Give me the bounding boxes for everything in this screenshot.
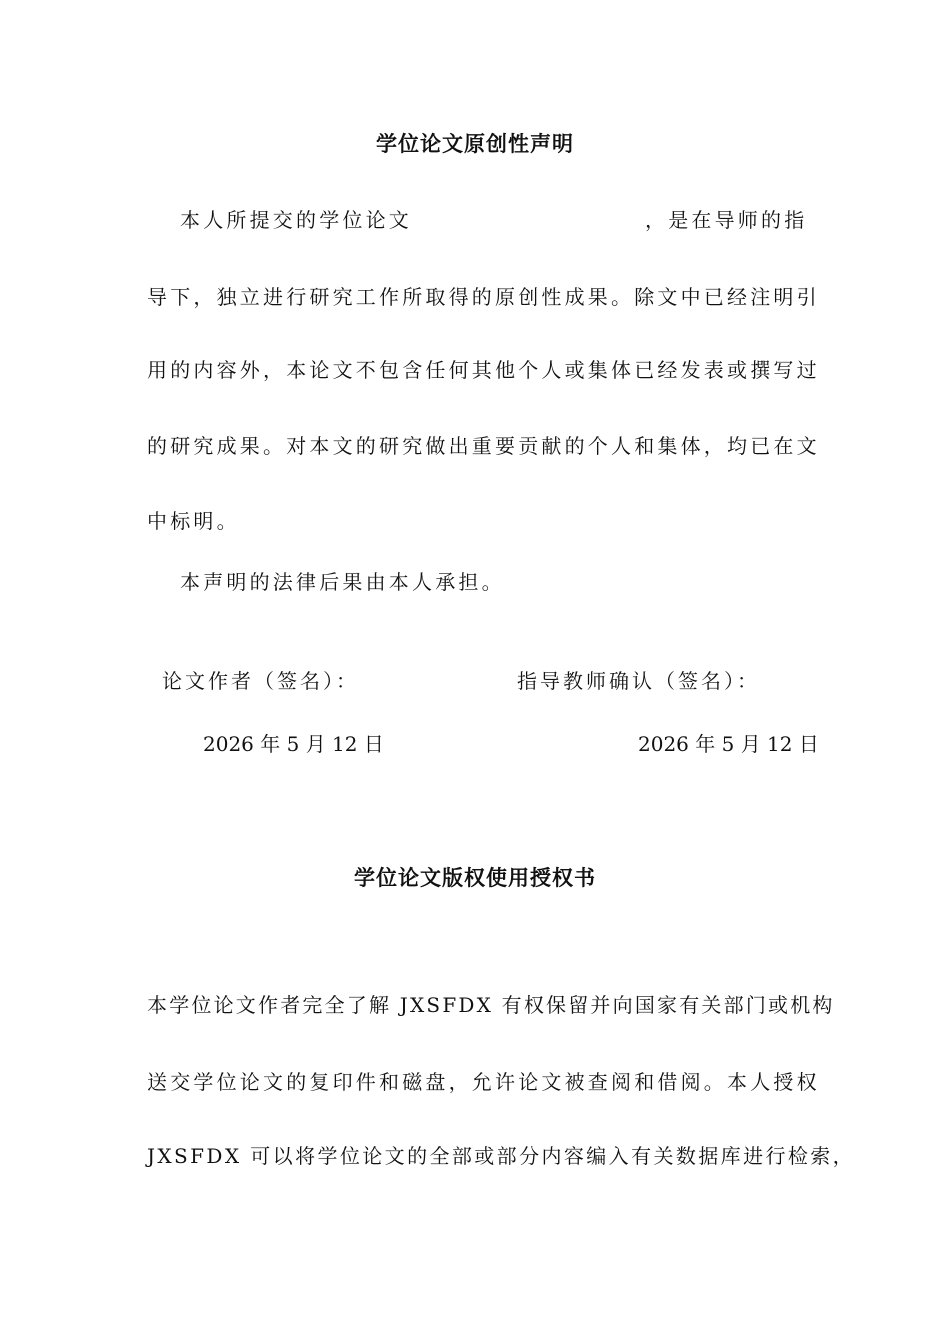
advisor-date: 2026 年 5 月 12 日	[638, 732, 819, 756]
authorization-title: 学位论文版权使用授权书	[354, 866, 596, 890]
declaration-line-4: 中标明。	[147, 509, 240, 533]
author-signature-label: 论文作者（签名）：	[162, 669, 359, 693]
authorization-line-2: 送交学位论文的复印件和磁盘，允许论文被查阅和借阅。本人授权	[147, 1070, 820, 1094]
declaration-line-2: 用的内容外，本论文不包含任何其他个人或集体已经发表或撰写过	[147, 358, 820, 382]
authorization-line-1: 本学位论文作者完全了解 JXSFDX 有权保留并向国家有关部门或机构	[147, 993, 835, 1017]
authorization-line-3: JXSFDX 可以将学位论文的全部或部分内容编入有关数据库进行检索，	[147, 1144, 856, 1168]
declaration-p2: 本声明的法律后果由本人承担。	[180, 570, 505, 594]
advisor-signature-label: 指导教师确认（签名）：	[517, 669, 760, 693]
declaration-title: 学位论文原创性声明	[376, 132, 574, 156]
declaration-line-1: 导下，独立进行研究工作所取得的原创性成果。除文中已经注明引	[147, 285, 820, 309]
declaration-p1-start: 本人所提交的学位论文	[180, 208, 412, 232]
author-date: 2026 年 5 月 12 日	[203, 732, 384, 756]
declaration-line-3: 的研究成果。对本文的研究做出重要贡献的个人和集体，均已在文	[147, 434, 820, 458]
declaration-p1-end: ，是在导师的指	[645, 208, 808, 232]
